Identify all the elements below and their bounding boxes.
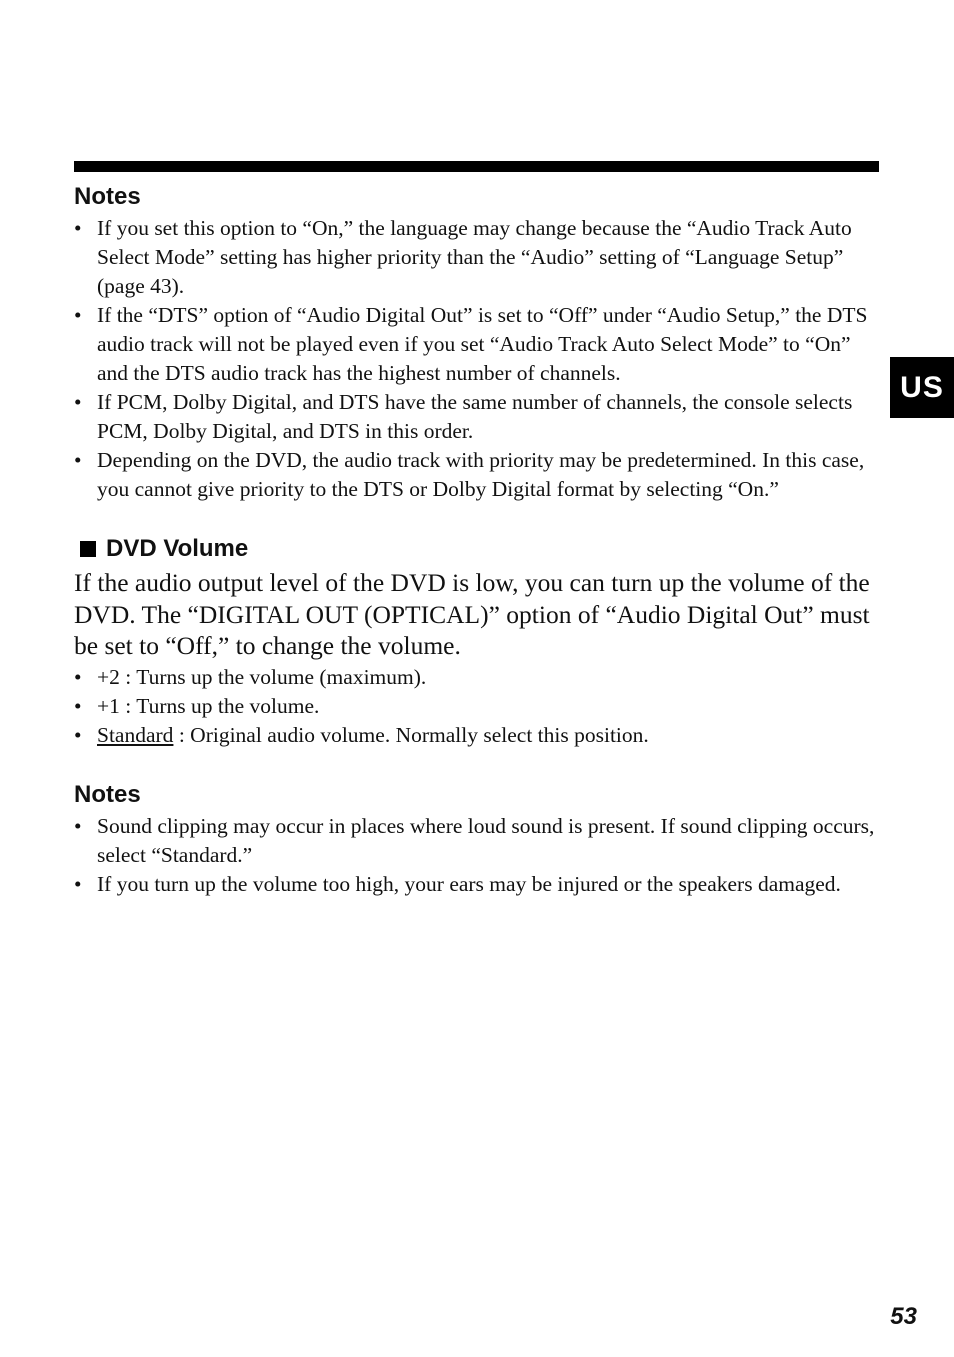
list-item — [74, 870, 880, 899]
note-text: If the “DTS” option of “Audio Digital Out” is set to “Off” under “Audio Setup,” the DTS audio track will not be played even if you set “Audio Track Auto Select Mode” to “On” and the DTS audio track has the highest number of channels. — [97, 303, 868, 385]
list-item — [74, 214, 880, 301]
list-item — [74, 301, 880, 388]
volume-options-list — [74, 663, 880, 750]
region-tab-label: US — [900, 370, 944, 404]
region-tab-us — [890, 357, 954, 418]
bullet-icon: • — [74, 664, 82, 689]
notes-heading-1: Notes — [74, 183, 141, 210]
option-term: +2 — [97, 664, 120, 689]
option-separator: : — [119, 693, 137, 718]
page-number: 53 — [890, 1303, 917, 1330]
list-item — [74, 692, 880, 721]
bullet-icon: • — [74, 871, 82, 896]
note-text: Depending on the DVD, the audio track with priority may be predetermined. In this case, you cannot give priority to the DTS or Dolby Digital format by selecting “On.” — [97, 448, 865, 501]
top-rule — [74, 161, 879, 172]
note-text: Sound clipping may occur in places where loud sound is present. If sound clipping occurs, select “Standard.” — [97, 813, 875, 867]
notes-list-1 — [74, 214, 880, 504]
option-separator: : — [119, 664, 137, 689]
bullet-icon: • — [74, 448, 82, 472]
bullet-icon: • — [74, 216, 82, 240]
filled-square-icon — [80, 541, 96, 557]
option-term: +1 — [97, 693, 120, 718]
option-desc: Turns up the volume (maximum). — [136, 664, 427, 689]
notes-heading-2: Notes — [74, 780, 141, 808]
notes-list-2 — [74, 812, 880, 899]
section-intro: If the audio output level of the DVD is low, you can turn up the volume of the DVD. The “DIGITAL OUT (OPTICAL)” option of “Audio Digital Out” must be set to “Off,” to change the volume. — [74, 568, 870, 660]
page-content — [74, 182, 880, 899]
list-item — [74, 446, 880, 504]
bullet-icon: • — [74, 303, 82, 327]
list-item — [74, 721, 880, 750]
note-text: If PCM, Dolby Digital, and DTS have the same number of channels, the console selects PCM, Dolby Digital, and DTS in this order. — [97, 390, 853, 443]
option-desc: Turns up the volume. — [136, 693, 320, 718]
list-item — [74, 812, 880, 870]
list-item — [74, 388, 880, 446]
section-heading-dvd-volume — [74, 534, 880, 564]
note-text: If you set this option to “On,” the language may change because the “Audio Track Auto Select Mode” setting has higher priority than the “Audio” setting of “Language Setup” (page 43). — [97, 216, 852, 298]
option-desc: Original audio volume. Normally select this position. — [190, 722, 649, 747]
bullet-icon: • — [74, 390, 82, 414]
section-title: DVD Volume — [106, 535, 249, 562]
option-term-default: Standard — [97, 722, 174, 747]
list-item — [74, 663, 880, 692]
option-separator: : — [173, 722, 191, 747]
bullet-icon: • — [74, 813, 82, 838]
bullet-icon: • — [74, 693, 82, 718]
bullet-icon: • — [74, 722, 82, 747]
note-text: If you turn up the volume too high, your ears may be injured or the speakers damaged. — [97, 871, 841, 896]
